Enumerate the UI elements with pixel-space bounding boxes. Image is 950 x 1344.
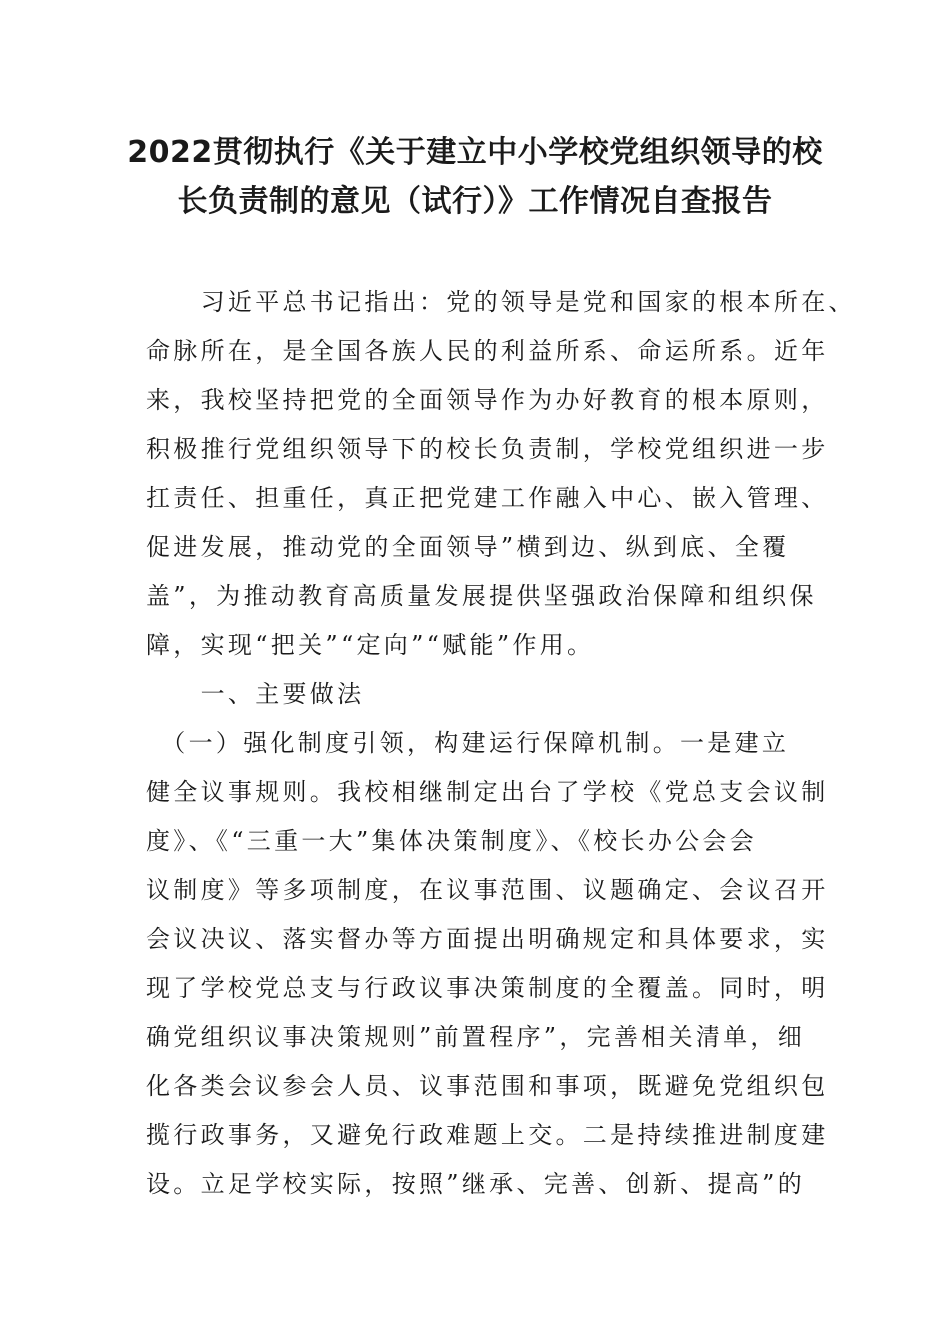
document-title-line-1: 2022贯彻执行《关于建立中小学校党组织领导的校 (127, 135, 823, 170)
paragraph-line: 促进发展，推动党的全面领导”横到边、纵到底、全覆 (146, 533, 790, 561)
paragraph-line: 设。立足学校实际，按照”继承、完善、创新、提高”的 (146, 1170, 806, 1198)
paragraph-line: 揽行政事务，又避免行政难题上交。二是持续推进制度建 (146, 1121, 829, 1149)
document-title-line-2: 长负责制的意见（试行）》工作情况自查报告 (177, 184, 773, 219)
paragraph-line: 积极推行党组织领导下的校长负责制，学校党组织进一步 (146, 435, 829, 463)
paragraph-line: 习近平总书记指出：党的领导是党和国家的根本所在、 (146, 288, 856, 316)
paragraph-line: 障，实现“把关”“定向”“赋能”作用。 (146, 631, 595, 659)
paragraph-line: 现了学校党总支与行政议事决策制度的全覆盖。同时，明 (146, 974, 829, 1002)
paragraph-line: 扛责任、担重任，真正把党建工作融入中心、嵌入管理、 (146, 484, 829, 512)
paragraph-line: 议制度》等多项制度，在议事范围、议题确定、会议召开 (146, 876, 829, 904)
paragraph-line: 度》、《“三重一大”集体决策制度》、《校长办公会会 (146, 827, 758, 855)
paragraph-line: 命脉所在，是全国各族人民的利益所系、命运所系。近年 (146, 337, 829, 365)
paragraph-line: 确党组织议事决策规则”前置程序”，完善相关清单，细 (146, 1023, 806, 1051)
paragraph-line: 来，我校坚持把党的全面领导作为办好教育的根本原则， (146, 386, 829, 414)
subsection-heading-line: （一）强化制度引领，构建运行保障机制。一是建立 (146, 729, 790, 757)
section-heading: 一、主要做法 (146, 680, 365, 708)
paragraph-line: 健全议事规则。我校相继制定出台了学校《党总支会议制 (146, 778, 829, 806)
paragraph-line: 化各类会议参会人员、议事范围和事项，既避免党组织包 (146, 1072, 829, 1100)
paragraph-line: 会议决议、落实督办等方面提出明确规定和具体要求，实 (146, 925, 829, 953)
paragraph-line: 盖”，为推动教育高质量发展提供坚强政治保障和组织保 (146, 582, 817, 610)
